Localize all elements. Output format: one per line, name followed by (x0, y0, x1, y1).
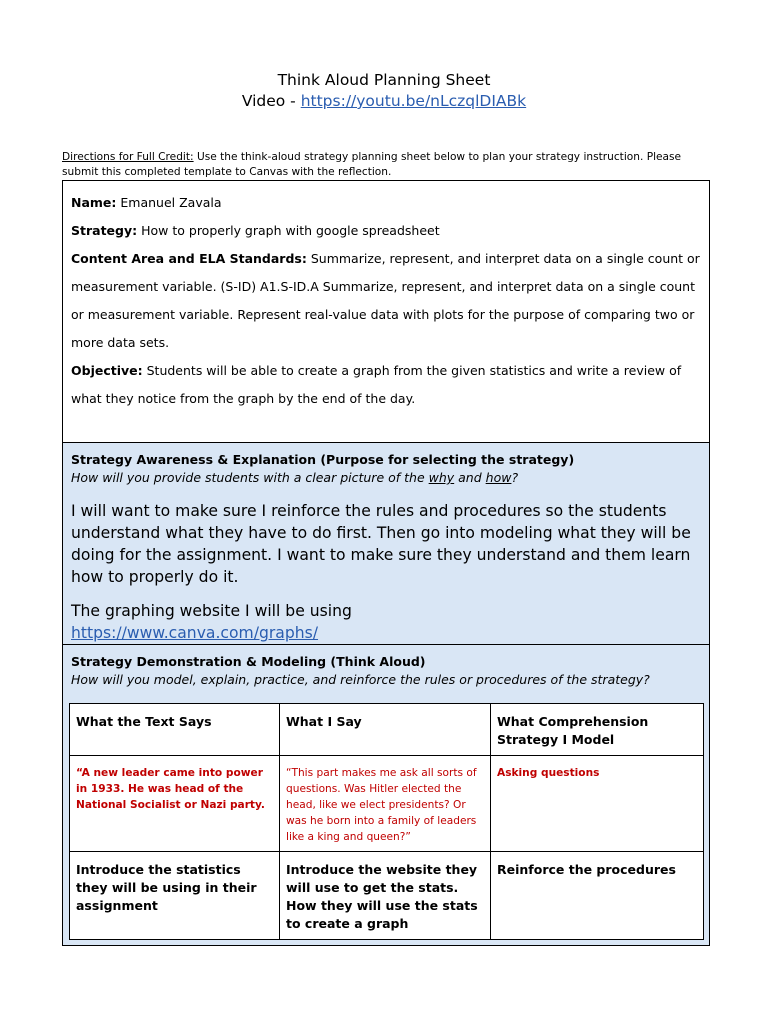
name-label: Name: (71, 195, 117, 210)
site-label: The graphing website I will be using (71, 602, 352, 620)
directions-text: Use the think-aloud strategy planning sheet below to plan your strategy instruction. Please submit this completed template to Canvas with the reflection. (62, 151, 682, 178)
table-header-row (70, 704, 704, 756)
site-link-line (71, 622, 701, 644)
column-header: What Comprehension Strategy I Model (491, 704, 704, 756)
objective-value: Students will be able to create a graph from the given statistics and write a review of what they notice from the graph by the end of the day. (71, 363, 682, 406)
strategy-value: How to properly graph with google spreadsheet (137, 223, 440, 238)
modeling-question: How will you model, explain, practice, and reinforce the rules or procedures of the strategy? (71, 672, 650, 687)
awareness-answer-block (71, 500, 701, 644)
table-cell: Introduce the website they will use to get the stats. How they will use the stats to create a graph (280, 852, 491, 940)
awareness-answer: I will want to make sure I reinforce the rules and procedures so the students understand what they have to do first. Then go into modeling what they will be doing for the assignment. I want to make sure they understand and them learn how to properly do it. (71, 502, 691, 586)
directions (62, 150, 712, 180)
header (0, 70, 768, 112)
table-cell: Reinforce the procedures (491, 852, 704, 940)
awareness-question-text: How will you provide students with a clear picture of the (71, 470, 429, 485)
table-cell: Asking questions (491, 756, 704, 852)
planning-sheet (62, 180, 710, 946)
objective-line (71, 357, 701, 413)
site-link[interactable]: https://www.canva.com/graphs/ (71, 624, 319, 642)
awareness-section (63, 443, 709, 645)
how-text: how (485, 470, 512, 485)
content-value: Summarize, represent, and interpret data on a single count or measurement variable. (S-ID) A1.S-ID.A Summarize, represent, and interpret data on a single count or measurement variable. Represent real-value data with plots for the purpose of comparing two or more data sets. (71, 251, 700, 350)
page-title: Think Aloud Planning Sheet (277, 71, 491, 89)
awareness-heading: Strategy Awareness & Explanation (Purpose for selecting the strategy) (71, 452, 575, 467)
awareness-question (71, 469, 701, 487)
table-row (70, 852, 704, 940)
video-prefix: Video - (241, 92, 301, 110)
think-aloud-table (69, 703, 704, 940)
table-cell: “This part makes me ask all sorts of questions. Was Hitler elected the head, like we elect presidents? Or was he born into a family of leaders like a king and queen?” (280, 756, 491, 852)
info-section (63, 181, 709, 443)
strategy-label: Strategy: (71, 223, 138, 238)
table-cell: Introduce the statistics they will be using in their assignment (70, 852, 280, 940)
strategy-line (71, 217, 701, 245)
directions-lead: Directions for Full Credit: (62, 151, 194, 163)
modeling-section (63, 645, 709, 945)
question-end: ? (511, 470, 519, 485)
objective-label: Objective: (71, 363, 143, 378)
name-line (71, 189, 701, 217)
why-text: why (428, 470, 455, 485)
content-label: Content Area and ELA Standards: (71, 251, 307, 266)
table-row (70, 756, 704, 852)
and-text: and (454, 470, 486, 485)
name-value: Emanuel Zavala (116, 195, 222, 210)
video-line (0, 91, 768, 112)
column-header: What I Say (280, 704, 491, 756)
video-link[interactable]: https://youtu.be/nLczqlDIABk (300, 92, 527, 110)
modeling-heading: Strategy Demonstration & Modeling (Think Aloud) (71, 654, 426, 669)
column-header: What the Text Says (70, 704, 280, 756)
table-cell: “A new leader came into power in 1933. He was head of the National Socialist or Nazi party. (70, 756, 280, 852)
content-line (71, 245, 701, 357)
